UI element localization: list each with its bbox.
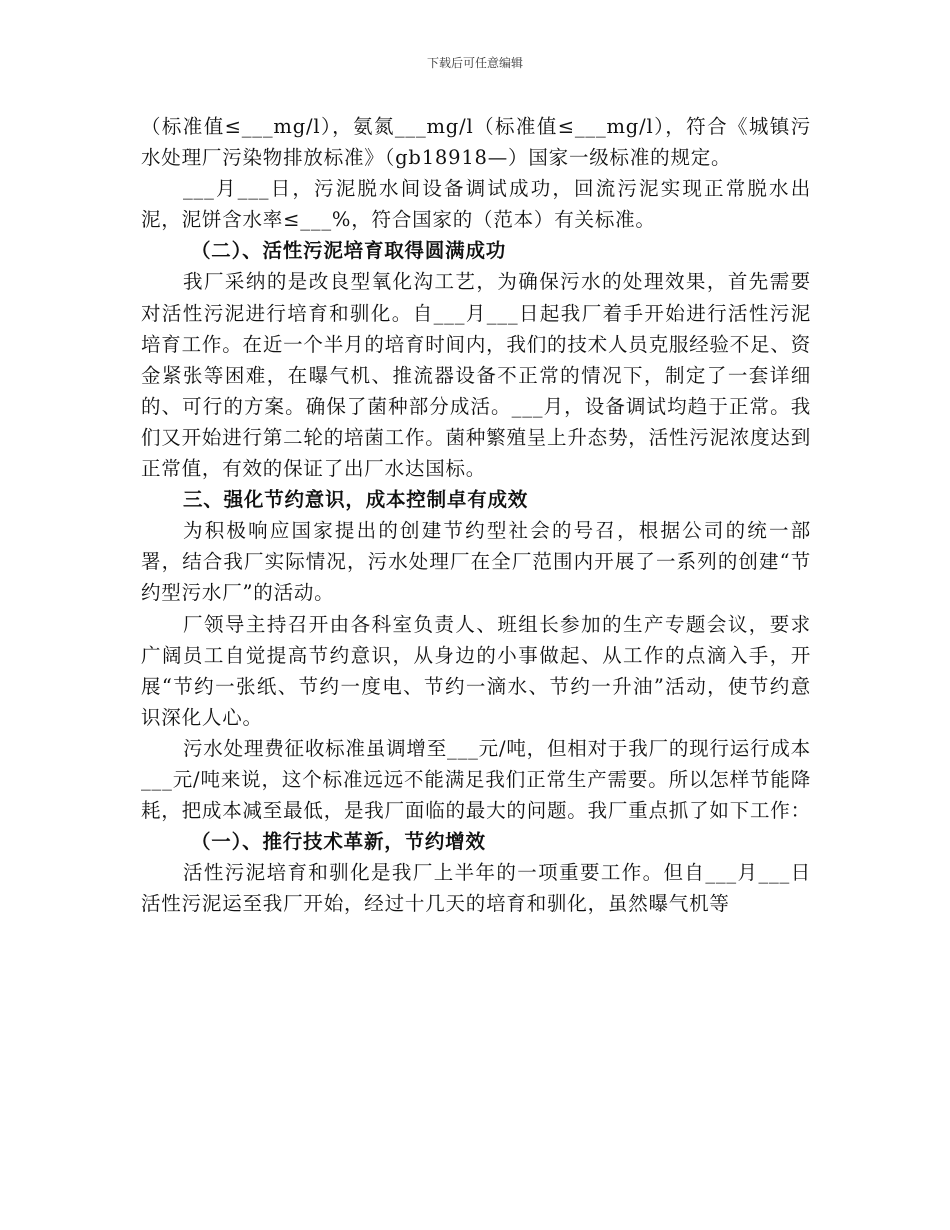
paragraph-sludge-domestication: 活性污泥培育和驯化是我厂上半年的一项重要工作。但自___月___日活性污泥运至我厂开始，经过十几天的培育和驯化，虽然曝气机等 xyxy=(141,861,811,916)
paragraph-fee-standard: 污水处理费征收标准虽调增至___元/吨，但相对于我厂的现行运行成本___元/吨来说，这个标准远远不能满足我们正常生产需要。所以怎样节能降耗，把成本减至最低，是我厂面临的最大的问题。我厂重点抓了如下工作： xyxy=(141,736,811,823)
paragraph-sludge-cultivation: 我厂采纳的是改良型氧化沟工艺，为确保污水的处理效果，首先需要对活性污泥进行培育和驯化。自___月___日起我厂着手开始进行活性污泥培育工作。在近一个半月的培育时间内，我们的技术人员克服经验不足、资金紧张等困难，在曝气机、推流器设备不正常的情况下，制定了一套详细的、可行的方案。确保了菌种部分成活。___月，设备调试均趋于正常。我们又开始进行第二轮的培菌工作。菌种繁殖呈上升态势，活性污泥浓度达到正常值，有效的保证了出厂水达国标。 xyxy=(141,270,811,481)
section-heading-tech-innovation: （一）、推行技术革新，节约增效 xyxy=(191,830,486,854)
paragraph-saving-campaign: 为积极响应国家提出的创建节约型社会的号召，根据公司的统一部署，结合我厂实际情况，污水处理厂在全厂范围内开展了一系列的创建“节约型污水厂”的活动。 xyxy=(141,519,811,605)
paragraph-effluent-standard: （标准值≤___mg/l），氨氮___mg/l（标准值≤___mg/l），符合《城镇污水处理厂污染物排放标准》（gb18918—）国家一级标准的规定。 xyxy=(141,115,811,170)
paragraph-production-meeting: 厂领导主持召开由各科室负责人、班组长参加的生产专题会议，要求广阔员工自觉提高节约意识，从身边的小事做起、从工作的点滴入手，开展“节约一张纸、节约一度电、节约一滴水、节约一升油”活动，使节约意识深化人心。 xyxy=(141,612,811,729)
section-heading-cost-control: 三、强化节约意识，成本控制卓有成效 xyxy=(183,488,529,512)
paragraph-sludge-dewatering: ___月___日，污泥脱水间设备调试成功，回流污泥实现正常脱水出泥，泥饼含水率≤___%，符合国家的（范本）有关标准。 xyxy=(141,177,811,232)
page-header-note: 下载后可任意编辑 xyxy=(426,56,523,70)
section-heading-sludge-cultivation: （二）、活性污泥培育取得圆满成功 xyxy=(191,239,507,263)
document-body xyxy=(141,111,811,919)
